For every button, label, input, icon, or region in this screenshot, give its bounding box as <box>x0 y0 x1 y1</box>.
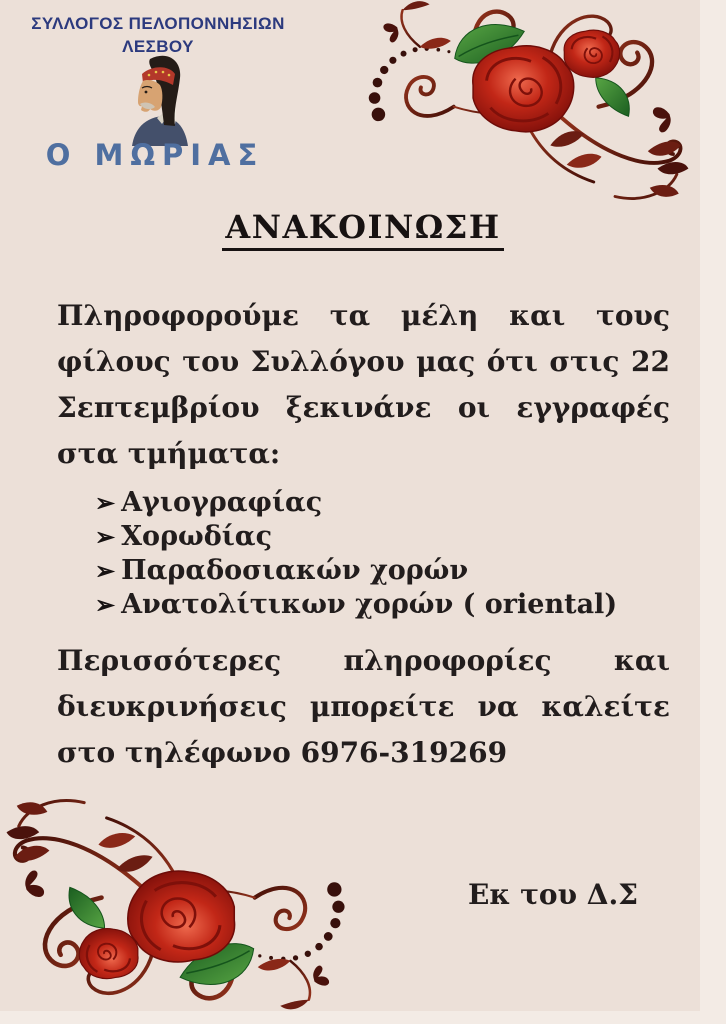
kolokotronis-logo-icon <box>112 52 212 146</box>
announcement-body <box>57 293 670 776</box>
info-paragraph: Περισσότερες πληροφορίες και διευκρινήσεις μπορείτε να καλείτε στο τηλέφωνο 6976-319269 <box>57 644 670 769</box>
title-wrap <box>57 208 669 251</box>
page-edge-right <box>700 0 726 1024</box>
org-name-line2: ΛΕΣΒΟΥ <box>122 37 194 56</box>
signature: Εκ του Δ.Σ <box>468 878 639 911</box>
announcement-title: ΑΝΑΚΟΙΝΩΣΗ <box>222 208 503 251</box>
department-label: Αγιογραφίας <box>121 487 323 518</box>
list-item <box>95 520 670 554</box>
org-name-line1: ΣΥΛΛΟΓΟΣ ΠΕΛΟΠΟΝΝΗΣΙΩΝ <box>31 14 285 33</box>
page-edge-bottom <box>0 1011 726 1024</box>
arrow-bullet-icon: ➢ <box>95 556 116 585</box>
intro-paragraph: Πληροφορούμε τα μέλη και τους φίλους του Συλλόγου μας ότι στις 22 Σεπτεμβρίου ξεκινάνε οι εγγραφές στα τμήματα: <box>57 299 670 470</box>
list-item <box>95 486 670 520</box>
arrow-bullet-icon: ➢ <box>95 488 116 517</box>
department-label: Ανατολίτικων χορών ( oriental) <box>121 589 618 620</box>
rose-ornament-bottom-left <box>0 772 352 1012</box>
org-motto: Ο ΜΩΡΙΑΣ <box>45 138 265 172</box>
departments-list <box>57 486 670 622</box>
arrow-bullet-icon: ➢ <box>95 590 116 619</box>
arrow-bullet-icon: ➢ <box>95 522 116 551</box>
department-label: Παραδοσιακών χορών <box>121 555 469 586</box>
department-label: Χορωδίας <box>121 521 273 552</box>
list-item <box>95 554 670 588</box>
list-item <box>95 588 670 622</box>
rose-ornament-top-right <box>362 0 700 226</box>
